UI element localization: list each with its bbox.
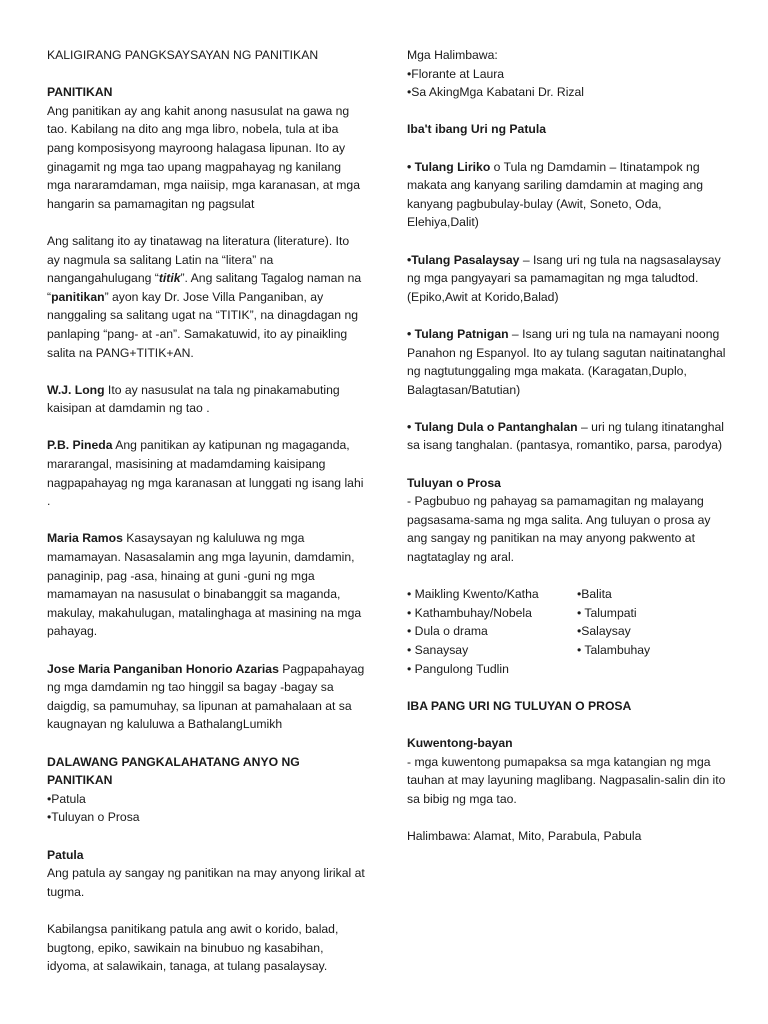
- panitikan-word: panitikan: [51, 289, 105, 304]
- literatura-text-2: ”. Ang salitang Tagalog naman na “: [47, 271, 362, 304]
- iba-heading: IBA PANG URI NG TULUYAN O PROSA: [407, 698, 632, 713]
- list-item: •Balita: [577, 587, 612, 602]
- pineda-paragraph: [47, 436, 365, 510]
- panitikan-paragraph: Ang panitikan ay ang kahit anong nasusulat na gawa ng tao. Kabilang na dito ang mga libro, nobela, tula at iba pang komposisyong mayroong halagasa lipunan. Ito ay ginagamit ng mga tao upang magpahayag ng kanilang mga nararamdaman, mga naiisip, mga karanasan, at mga hangarin sa pamamagitan ng pagsulat: [47, 103, 360, 211]
- left-column: [47, 46, 365, 976]
- list-item: • Dula o drama: [407, 624, 488, 639]
- azarias-paragraph: [47, 660, 365, 734]
- prosa-heading: Tuluyan o Prosa: [407, 475, 501, 490]
- liriko-title: • Tulang Liriko: [407, 159, 491, 174]
- patula-heading: Patula: [47, 847, 84, 862]
- pineda-text: Ang panitikan ay katipunan ng magaganda, mararangal, masisining at madamdaming kaisipang nagpapahayag ng mga karanasan at lunggati ng isang lahi .: [47, 438, 364, 509]
- ramos-paragraph: [47, 529, 365, 641]
- halimbawa-item: •Sa AkingMga Kabatani Dr. Rizal: [407, 85, 585, 100]
- halimbawa-label: Mga Halimbawa:: [407, 48, 498, 62]
- dula-paragraph: [407, 418, 732, 455]
- long-name: W.J. Long: [47, 382, 105, 397]
- patnigan-title: • Tulang Patnigan: [407, 326, 509, 341]
- list-item: • Pangulong Tudlin: [407, 661, 509, 676]
- uri-heading: Iba't ibang Uri ng Patula: [407, 122, 547, 137]
- main-title: KALIGIRANG PANGKSAYSAYAN NG PANITIKAN: [47, 48, 319, 62]
- azarias-text: Pagpapahayag ng mga damdamin ng tao hinggil sa bagay -bagay sa daigdig, sa pamumuhay, sa lipunan at pamahalaan at sa kaugnayan ng kaluluwa a BathalangLumikh: [47, 661, 365, 732]
- ramos-name: Maria Ramos: [47, 531, 123, 546]
- list-item: • Maikling Kwento/Katha: [407, 587, 539, 602]
- patnigan-text: – Isang uri ng tula na namayani noong Panahon ng Espanyol. Ito ay tulang sagutan naitinatanghal ng nagtutunggaling mga makata. (Karagatan,Duplo, Balagtasan/Batutian): [407, 326, 726, 397]
- kuwento-paragraph: - mga kuwentong pumapaksa sa mga katangian ng mga tauhan at may layuning maglibang. Nagpasalin-salin din ito sa bibig ng mga tao.: [407, 754, 726, 806]
- dula-text: – uri ng tulang itinatanghal sa isang tanghalan. (pantasya, romantiko, parsa, parodya): [407, 419, 724, 453]
- kuwento-heading: Kuwentong-bayan: [407, 735, 513, 750]
- prosa-types-lists: [407, 585, 732, 678]
- anyo-item: •Patula: [47, 791, 86, 806]
- list-item: •Salaysay: [577, 624, 631, 639]
- literatura-text-1: Ang salitang ito ay tinatawag na literatura (literature). Ito ay nagmula sa salitang Latin na “litera” na nangangahulugang “: [47, 233, 350, 286]
- literatura-paragraph: [47, 232, 365, 362]
- anyo-item: •Tuluyan o Prosa: [47, 810, 140, 825]
- patnigan-paragraph: [407, 325, 732, 399]
- prosa-list-a: [407, 585, 577, 678]
- pasalaysay-title: •Tulang Pasalaysay: [407, 252, 520, 267]
- prosa-paragraph: - Pagbubuo ng pahayag sa pamamagitan ng malayang pagsasama-sama ng mga salita. Ang tuluyan o prosa ay ang sangay ng panitikan na may anyong pakwento at nagtataglay ng aral.: [407, 494, 711, 565]
- dula-title: • Tulang Dula o Pantanghalan: [407, 419, 578, 434]
- right-column: [407, 46, 732, 846]
- panitikan-heading: PANITIKAN: [47, 85, 113, 100]
- list-item: • Talambuhay: [577, 643, 651, 657]
- halimbawa-item: •Florante at Laura: [407, 66, 505, 81]
- list-item: • Sanaysay: [407, 643, 469, 657]
- patula-paragraph: Ang patula ay sangay ng panitikan na may anyong lirikal at tugma.: [47, 866, 365, 899]
- azarias-name: Jose Maria Panganiban Honorio Azarias: [47, 661, 279, 676]
- pineda-name: P.B. Pineda: [47, 438, 113, 453]
- pasalaysay-text: – Isang uri ng tula na nagsasalaysay ng mga pangyayari sa pamamagitan ng mga taludtod. (Epiko,Awit at Korido,Balad): [407, 252, 721, 304]
- kabilang-paragraph: Kabilangsa panitikang patula ang awit o korido, balad, bugtong, epiko, sawikain na binubuo ng kasabihan, idyoma, at salawikain, tanaga, at tulang pasalaysay.: [47, 921, 339, 974]
- titik-word: titik: [158, 271, 181, 286]
- liriko-paragraph: [407, 158, 732, 232]
- prosa-list-b: [577, 585, 727, 678]
- ramos-text: Kasaysayan ng kaluluwa ng mga mamamayan. Nasasalamin ang mga layunin, damdamin, panaginip, pag -asa, hinaing at guni -guni ng mga mamamayan na nasusulat o binabanggit sa maganda, makulay, makahulugan, matalinghaga at masining na mga pahayag.: [47, 531, 362, 639]
- halimbawa-footer: Halimbawa: Alamat, Mito, Parabula, Pabula: [407, 828, 642, 843]
- long-text: Ito ay nasusulat na tala ng pinakamabuting kaisipan at damdamin ng tao .: [47, 382, 340, 416]
- liriko-text: o Tula ng Damdamin – Itinatampok ng makata ang kanyang sariling damdamin at maging ang kanyang pagbubulay-bulay (Awit, Soneto, Oda, Elehiya,Dalit): [407, 159, 704, 230]
- pasalaysay-paragraph: [407, 251, 732, 307]
- list-item: • Kathambuhay/Nobela: [407, 605, 532, 620]
- literatura-text-3: ” ayon kay Dr. Jose Villa Panganiban, ay nanggaling sa salitang ugat na “TITIK”, na dinagdagan ng panlaping “pang- at -an”. Samakatuwid, ito ay pinaikling salita na PANG+TITIK+AN.: [47, 289, 359, 360]
- anyo-heading: DALAWANG PANGKALAHATANG ANYO NG PANITIKAN: [47, 754, 300, 788]
- list-item: • Talumpati: [577, 605, 637, 620]
- long-paragraph: [47, 381, 365, 418]
